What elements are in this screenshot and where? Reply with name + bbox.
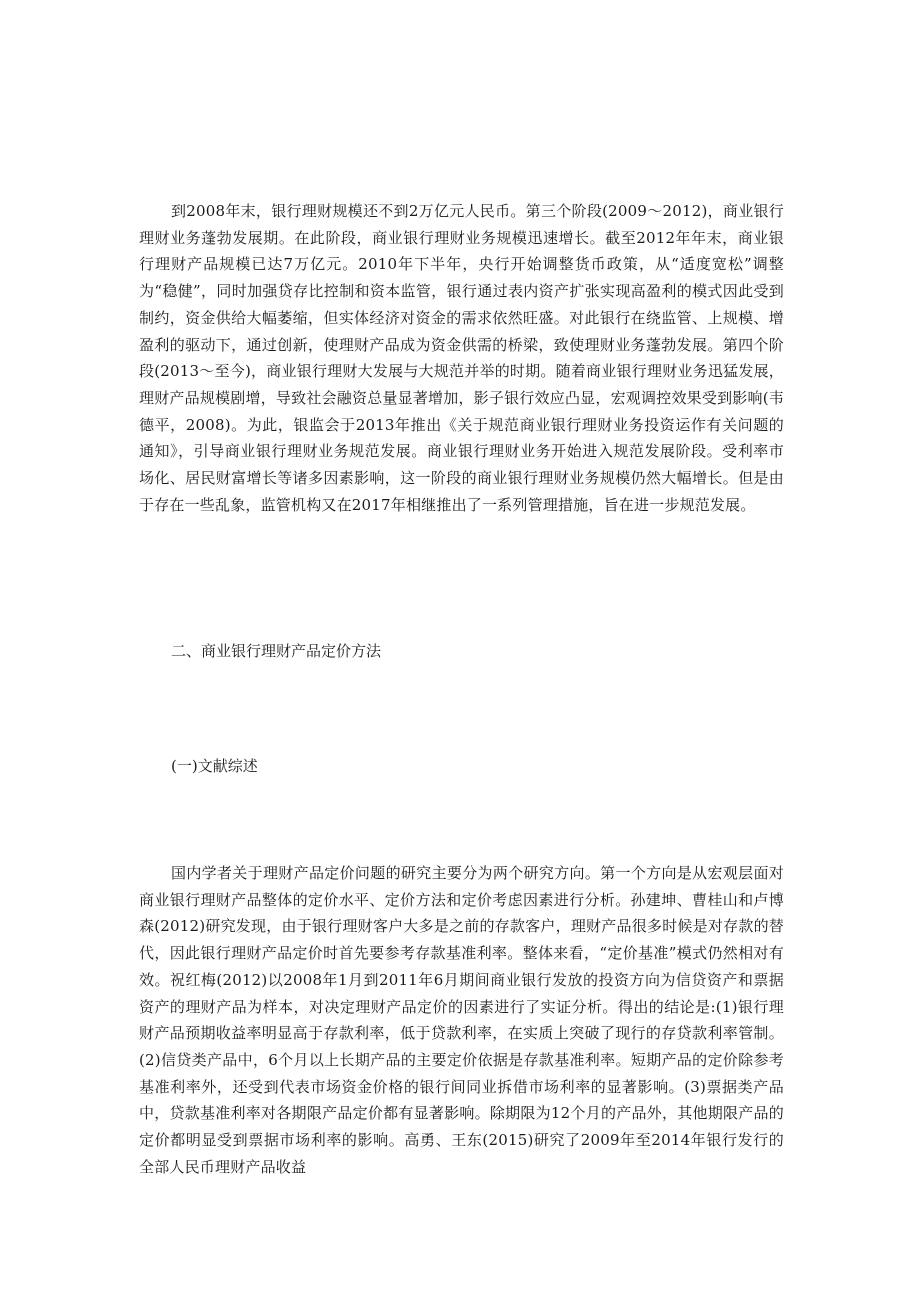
body-paragraph-literature-review: 国内学者关于理财产品定价问题的研究主要分为两个研究方向。第一个方向是从宏观层面对商业银行理财产品整体的定价水平、定价方法和定价考虑因素进行分析。孙建坤、曹桂山和卢博森(2012)研究发现，由于银行理财客户大多是之前的存款客户，理财产品很多时候是对存款的替代，因此银行理财产品定价时首先要参考存款基准利率。整体来看，“定价基准”模式仍然相对有效。祝红梅(2012)以2008年1月到2011年6月期间商业银行发放的投资方向为信贷资产和票据资产的理财产品为样本，对决定理财产品定价的因素进行了实证分析。得出的结论是:(1)银行理财产品预期收益率明显高于存款利率，低于贷款利率，在实质上突破了现行的存贷款利率管制。(2)信贷类产品中，6个月以上长期产品的主要定价依据是存款基准利率。短期产品的定价除参考基准利率外，还受到代表市场资金价格的银行间同业拆借市场利率的显著影响。(3)票据类产品中，贷款基准利率对各期限产品定价都有显著影响。除期限为12个月的产品外，其他期限产品的定价都明显受到票据市场利率的影响。高勇、王东(2015)研究了2009年至2014年银行发行的全部人民币理财产品收益 — [139, 864, 784, 1176]
section-heading: 二、商业银行理财产品定价方法 — [171, 642, 382, 660]
subsection-heading: (一)文献综述 — [171, 757, 258, 775]
body-paragraph-bank-wealth-history: 到2008年末，银行理财规模还不到2万亿元人民币。第三个阶段(2009～2012)，商业银行理财业务蓬勃发展期。在此阶段，商业银行理财业务规模迅速增长。截至2012年年末，商业银行理财产品规模已达7万亿元。2010年下半年，央行开始调整货币政策，从“适度宽松”调整为“稳健”，同时加强贷存比控制和资本监管，银行通过表内资产扩张实现高盈利的模式因此受到制约，资金供给大幅萎缩，但实体经济对资金的需求依然旺盛。对此银行在绕监管、上规模、增盈利的驱动下，通过创新，使理财产品成为资金供需的桥梁，致使理财业务蓬勃发展。第四个阶段(2013～至今)，商业银行理财大发展与大规范并举的时期。随着商业银行理财业务迅猛发展，理财产品规模剧增，导致社会融资总量显著增加，影子银行效应凸显，宏观调控效果受到影响(韦德平，2008)。为此，银监会于2013年推出《关于规范商业银行理财业务投资运作有关问题的通知》，引导商业银行理财业务规范发展。商业银行理财业务开始进入规范发展阶段。受利率市场化、居民财富增长等诸多因素影响，这一阶段的商业银行理财业务规模仍然大幅增长。但是由于存在一些乱象，监管机构又在2017年相继推出了一系列管理措施，旨在进一步规范发展。 — [139, 202, 784, 514]
